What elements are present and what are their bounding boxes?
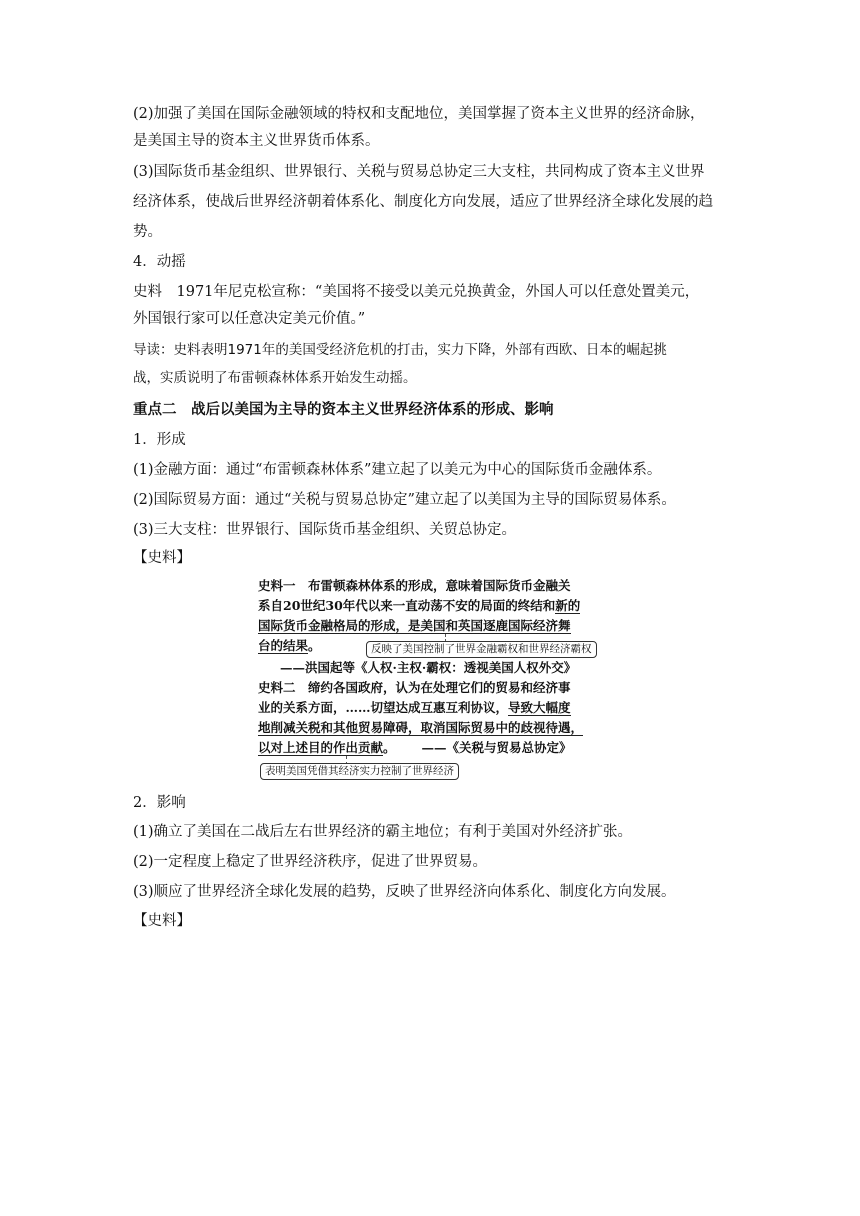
annotation-box-2: 表明美国凭借其经济实力控制了世界经济 [260,763,459,780]
material-two-source: ——《关税与贸易总协定》 [421,740,572,755]
material-one-period: 。 [308,638,321,653]
material-two-label: 史料二 [258,680,296,695]
figure-row-9 [258,738,572,758]
material-one-underline-1: 新的 [555,598,581,613]
text-line-4: 经济体系，使战后世界经济朝着体系化、制度化方向发展，适应了世界经济全球化发展的趋 [133,194,713,210]
key-point-heading: 重点二 战后以美国为主导的资本主义世界经济体系的形成、影响 [133,401,554,418]
figure-row-7 [258,698,571,718]
figure-row-1 [258,576,571,596]
figure-row-3 [258,616,571,636]
text-line-13: (1)金融方面：通过“布雷顿森林体系”建立起了以美元为中心的国际货币金融体系。 [133,462,662,478]
material-one-label: 史料一 [258,578,296,593]
annotation-box-1: 反映了美国控制了世界金融霸权和世界经济霸权 [366,641,597,658]
guide-line-2: 战，实质说明了布雷顿森林体系开始发生动摇。 [133,370,417,386]
figure-row-2 [258,596,580,616]
text-line-7: 史料 1971年尼克松宣称：“美国将不接受以美元兑换黄金，外国人可以任意处置美元， [133,284,700,300]
material-one-underline-2: 国际货币金融格局的形成，是美国和英国逐鹿国际经济舞 [258,618,571,633]
subheading-formation: 1．形成 [133,432,186,448]
figure-row-4 [258,636,321,656]
subheading-impact: 2．影响 [133,795,186,811]
text-line-2: 是美国主导的资本主义世界货币体系。 [133,133,380,149]
historical-source-figure [258,572,614,784]
material-two-underline-2: 地削减关税和其他贸易障碍，取消国际贸易中的歧视待遇， [258,720,584,735]
source-heading-2: 【史料】 [133,913,191,929]
text-line-1: (2)加强了美国在国际金融领域的特权和支配地位，美国掌握了资本主义世界的经济命脉， [133,106,705,122]
material-one-underline-3: 台的结果 [258,638,309,653]
text-line-19: (2)一定程度上稳定了世界经济秩序，促进了世界贸易。 [133,854,488,870]
material-two-text-2: 业的关系方面，……切望达成互惠互利协议， [258,700,509,715]
text-line-18: (1)确立了美国在二战后左右世界经济的霸主地位；有利于美国对外经济扩张。 [133,824,633,840]
source-heading-1: 【史料】 [133,550,191,566]
material-two-period: 。 [383,740,396,755]
material-two-underline-1: 导致大幅度 [508,700,571,715]
material-one-text-1: 布雷顿森林体系的形成，意味着国际货币金融关 [295,578,571,593]
section-heading-4: 4．动摇 [133,254,186,270]
material-two-text-1: 缔约各国政府，认为在处理它们的贸易和经济事 [295,680,571,695]
material-one-source: ——洪国起等《人权·主权·霸权：透视美国人权外交》 [280,660,577,675]
text-line-5: 势。 [133,224,162,240]
text-line-14: (2)国际贸易方面：通过“关税与贸易总协定”建立起了以美国为主导的国际贸易体系。 [133,492,676,508]
figure-row-8 [258,718,583,738]
text-line-15: (3)三大支柱：世界银行、国际货币基金组织、关贸总协定。 [133,522,517,538]
material-two-underline-3: 以对上述目的作出贡献 [258,740,384,755]
text-line-20: (3)顺应了世界经济全球化发展的趋势，反映了世界经济向体系化、制度化方向发展。 [133,884,676,900]
material-one-text-2: 系自20世纪30年代以来一直动荡不安的局面的终结和 [258,598,556,613]
figure-row-6 [258,678,571,698]
text-line-8: 外国银行家可以任意决定美元价值。” [133,311,366,327]
text-line-3: (3)国际货币基金组织、世界银行、关税与贸易总协定三大支柱，共同构成了资本主义世界 [133,164,705,180]
guide-line-1: 导读：史料表明1971年的美国受经济危机的打击，实力下降，外部有西欧、日本的崛起挑 [133,342,667,358]
